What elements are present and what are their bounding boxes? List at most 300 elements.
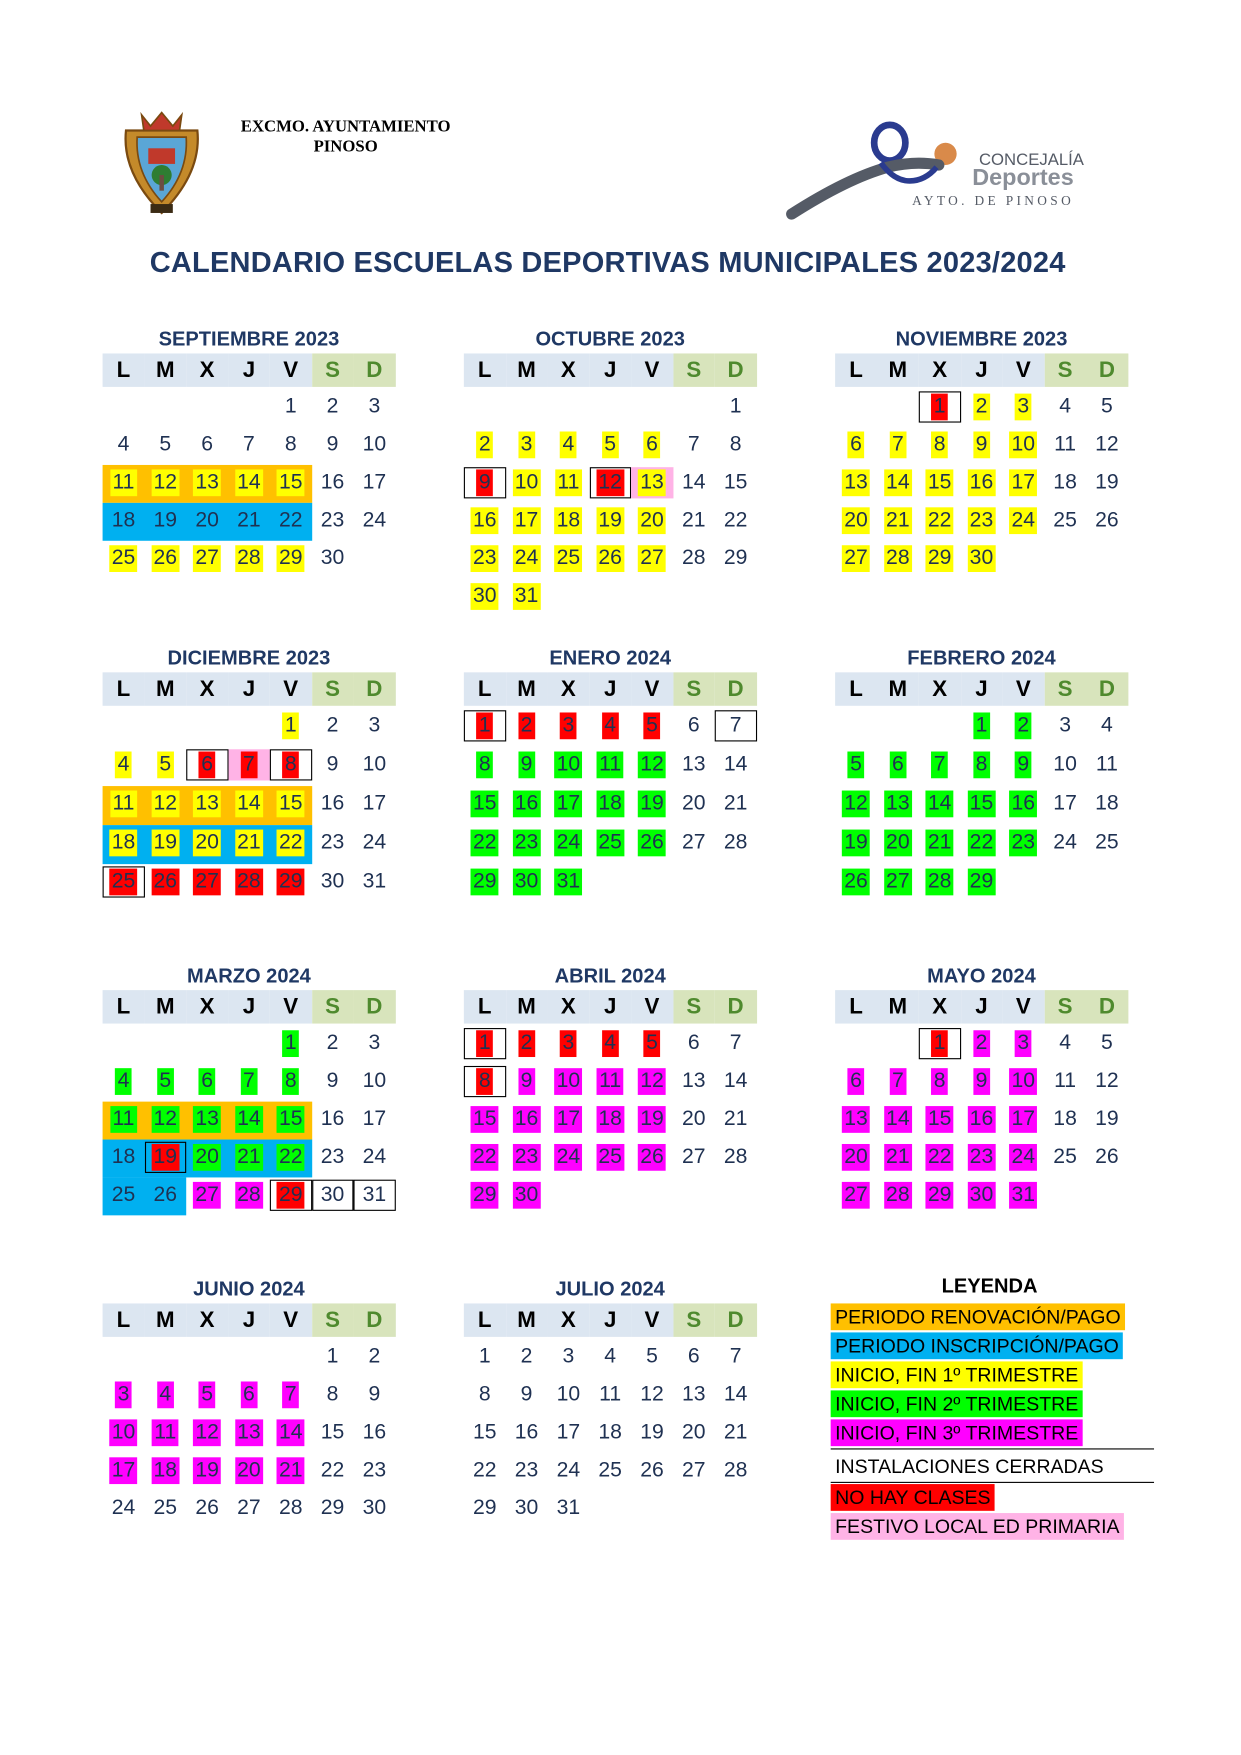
weekday-header: S xyxy=(312,672,354,705)
day-cell: 17 xyxy=(1002,467,1044,498)
day-cell: 3 xyxy=(368,713,381,738)
weekday-header: D xyxy=(1086,353,1128,386)
day-cell: 30 xyxy=(961,543,1003,574)
day-cell: 1 xyxy=(326,1344,339,1369)
day-cell: 21 xyxy=(270,1455,312,1486)
day-cell: 19 xyxy=(631,788,673,819)
day-cell: 25 xyxy=(589,827,631,858)
day-cell: 31 xyxy=(547,866,589,897)
day-cell: 14 xyxy=(877,467,919,498)
day-cell: 2 xyxy=(961,391,1003,422)
day-cell: 6 xyxy=(687,713,700,738)
day-cell: 7 xyxy=(687,432,700,457)
day-cell: 4 xyxy=(1101,713,1113,738)
day-cell: 30 xyxy=(506,1180,548,1211)
day-cell: 27 xyxy=(682,1458,706,1482)
day-cell: 6 xyxy=(186,1066,228,1097)
day-cell: 28 xyxy=(682,546,706,570)
day-cell: 19 xyxy=(144,827,186,858)
day-cell: 18 xyxy=(103,827,145,858)
weekday-header: V xyxy=(1002,672,1044,705)
day-cell: 4 xyxy=(589,710,631,741)
day-cell: 28 xyxy=(723,830,748,855)
day-cell: 10 xyxy=(362,432,387,457)
weekday-header: V xyxy=(270,353,312,386)
day-cell: 22 xyxy=(961,827,1003,858)
day-cell: 31 xyxy=(556,1496,581,1520)
day-cell: 18 xyxy=(598,1420,622,1444)
day-cell: 26 xyxy=(1095,508,1119,532)
day-cell: 10 xyxy=(556,1382,581,1407)
day-cell: 2 xyxy=(464,429,506,460)
day-cell: 7 xyxy=(877,1066,919,1097)
organization-line-1: EXCMO. AYUNTAMIENTO xyxy=(240,118,451,137)
weekday-header: V xyxy=(1002,353,1044,386)
day-cell: 23 xyxy=(961,1142,1003,1173)
day-cell: 21 xyxy=(877,1142,919,1173)
day-cell: 4 xyxy=(103,749,145,780)
day-cell: 30 xyxy=(312,1180,354,1211)
day-cell: 7 xyxy=(228,1066,270,1097)
weekday-header: D xyxy=(1086,990,1128,1023)
day-cell: 28 xyxy=(723,1145,748,1169)
day-cell: 26 xyxy=(640,1458,664,1482)
day-cell: 9 xyxy=(326,752,339,777)
day-cell: 6 xyxy=(631,429,673,460)
day-cell: 13 xyxy=(186,788,228,819)
weekday-header: X xyxy=(186,1303,228,1336)
day-cell: 5 xyxy=(144,1066,186,1097)
day-cell: 26 xyxy=(1095,1145,1119,1169)
day-cell: 19 xyxy=(1095,1107,1119,1131)
day-cell: 26 xyxy=(144,866,186,897)
day-cell: 10 xyxy=(1053,752,1077,777)
day-cell: 22 xyxy=(723,508,748,532)
weekday-header: S xyxy=(312,1303,354,1336)
weekday-header: S xyxy=(1044,672,1086,705)
day-cell: 13 xyxy=(682,1382,706,1407)
day-cell: 17 xyxy=(547,1104,589,1135)
day-cell: 11 xyxy=(547,467,589,498)
day-cell: 28 xyxy=(228,866,270,897)
day-cell: 2 xyxy=(326,713,339,738)
day-cell: 26 xyxy=(589,543,631,574)
weekday-header: V xyxy=(631,1303,673,1336)
weekday-header: X xyxy=(919,990,961,1023)
day-cell: 19 xyxy=(589,505,631,536)
day-cell: 22 xyxy=(472,1458,497,1482)
day-cell: 8 xyxy=(919,1066,961,1097)
day-cell: 27 xyxy=(186,543,228,574)
day-cell: 6 xyxy=(877,749,919,780)
day-cell: 30 xyxy=(320,546,345,570)
day-cell: 10 xyxy=(362,752,387,777)
day-cell: 9 xyxy=(961,1066,1003,1097)
page-title: CALENDARIO ESCUELAS DEPORTIVAS MUNICIPALES 2023/2024 xyxy=(149,245,1066,279)
day-cell: 25 xyxy=(1095,830,1119,855)
day-cell: 11 xyxy=(1095,752,1118,777)
day-cell: 15 xyxy=(270,1104,312,1135)
day-cell: 27 xyxy=(237,1496,261,1520)
day-cell: 31 xyxy=(362,869,387,894)
legend-divider xyxy=(831,1482,1154,1483)
weekday-header: L xyxy=(464,1303,506,1336)
day-cell: 13 xyxy=(228,1417,270,1448)
day-cell: 5 xyxy=(1101,1031,1113,1055)
weekday-header: X xyxy=(186,990,228,1023)
day-cell: 6 xyxy=(835,1066,877,1097)
day-cell: 29 xyxy=(723,546,748,570)
weekday-header: S xyxy=(673,353,715,386)
day-cell: 22 xyxy=(464,827,506,858)
weekday-header: D xyxy=(715,1303,757,1336)
month-9 xyxy=(835,964,1128,1253)
day-cell: 21 xyxy=(237,508,261,532)
day-cell: 29 xyxy=(919,543,961,574)
day-cell: 24 xyxy=(111,1496,136,1520)
day-cell: 4 xyxy=(1059,1031,1071,1055)
weekday-header: S xyxy=(1044,353,1086,386)
day-cell: 4 xyxy=(547,429,589,460)
day-cell: 18 xyxy=(144,1455,186,1486)
month-name: ABRIL 2024 xyxy=(554,964,666,987)
day-cell: 30 xyxy=(506,866,548,897)
day-cell: 28 xyxy=(228,543,270,574)
month-name: MARZO 2024 xyxy=(187,964,311,987)
weekday-header: M xyxy=(144,353,186,386)
day-cell: 3 xyxy=(103,1379,145,1410)
day-cell: 23 xyxy=(1002,827,1044,858)
day-cell: 27 xyxy=(835,543,877,574)
day-cell: 3 xyxy=(1059,713,1071,738)
day-cell: 26 xyxy=(195,1496,219,1520)
day-cell: 8 xyxy=(270,749,312,780)
day-cell: 8 xyxy=(270,1066,312,1097)
weekday-header: X xyxy=(547,353,589,386)
day-cell: 25 xyxy=(598,1458,622,1482)
day-cell: 1 xyxy=(961,710,1003,741)
day-cell: 23 xyxy=(514,1458,539,1482)
day-cell: 25 xyxy=(111,1183,136,1207)
day-cell: 19 xyxy=(631,1104,673,1135)
day-cell: 28 xyxy=(877,1180,919,1211)
day-cell: 11 xyxy=(144,1417,186,1448)
weekday-header: S xyxy=(312,353,354,386)
day-cell: 15 xyxy=(464,788,506,819)
day-cell: 12 xyxy=(640,1382,664,1407)
day-cell: 17 xyxy=(547,788,589,819)
day-cell: 13 xyxy=(877,788,919,819)
month-11 xyxy=(464,1278,757,1567)
day-cell: 7 xyxy=(270,1379,312,1410)
month-name: SEPTIEMBRE 2023 xyxy=(158,327,340,351)
weekday-header: D xyxy=(715,353,757,386)
legend-item: FESTIVO LOCAL ED PRIMARIA xyxy=(831,1513,1124,1540)
legend-title: LEYENDA xyxy=(941,1274,1038,1297)
weekday-header: J xyxy=(589,353,631,386)
day-cell: 12 xyxy=(1095,1069,1119,1093)
day-cell: 15 xyxy=(464,1104,506,1135)
day-cell: 3 xyxy=(368,394,381,419)
logo-line-1: CONCEJALÍA xyxy=(978,150,1084,170)
day-cell: 1 xyxy=(270,1028,312,1059)
day-cell: 29 xyxy=(270,543,312,574)
day-cell: 1 xyxy=(729,394,742,419)
day-cell: 29 xyxy=(464,1180,506,1211)
day-cell: 15 xyxy=(270,467,312,498)
day-cell: 15 xyxy=(919,1104,961,1135)
day-cell: 18 xyxy=(589,788,631,819)
day-cell: 9 xyxy=(961,429,1003,460)
sports-department-logo xyxy=(781,112,1116,224)
day-cell: 29 xyxy=(270,866,312,897)
weekday-header: D xyxy=(353,353,395,386)
month-8 xyxy=(464,964,757,1253)
day-cell: 1 xyxy=(270,710,312,741)
month-2 xyxy=(464,328,757,617)
day-cell: 30 xyxy=(362,1496,387,1520)
day-cell: 11 xyxy=(103,467,145,498)
day-cell: 10 xyxy=(1002,429,1044,460)
day-cell: 25 xyxy=(547,543,589,574)
day-cell: 5 xyxy=(589,429,631,460)
weekday-header: L xyxy=(103,990,145,1023)
day-cell: 25 xyxy=(103,543,145,574)
day-cell: 18 xyxy=(1053,1107,1077,1131)
day-cell: 5 xyxy=(144,749,186,780)
day-cell: 24 xyxy=(1002,505,1044,536)
logo-line-3: AYTO. DE PINOSO xyxy=(912,193,1075,209)
day-cell: 9 xyxy=(506,1066,548,1097)
day-cell: 18 xyxy=(547,505,589,536)
day-cell: 16 xyxy=(961,1104,1003,1135)
day-cell: 12 xyxy=(144,1104,186,1135)
day-cell: 14 xyxy=(723,752,748,777)
day-cell: 31 xyxy=(1002,1180,1044,1211)
day-cell: 5 xyxy=(646,1344,658,1369)
day-cell: 3 xyxy=(368,1031,381,1055)
day-cell: 9 xyxy=(464,467,506,498)
day-cell: 10 xyxy=(362,1069,387,1093)
weekday-header: M xyxy=(506,672,548,705)
day-cell: 8 xyxy=(478,1382,491,1407)
day-cell: 16 xyxy=(1002,788,1044,819)
day-cell: 24 xyxy=(362,830,387,855)
month-3 xyxy=(835,328,1128,617)
weekday-header: X xyxy=(547,1303,589,1336)
weekday-header: L xyxy=(103,672,145,705)
day-cell: 23 xyxy=(320,508,345,532)
day-cell: 5 xyxy=(186,1379,228,1410)
day-cell: 7 xyxy=(729,1344,742,1369)
day-cell: 20 xyxy=(835,505,877,536)
day-cell: 6 xyxy=(687,1344,700,1369)
month-name: ENERO 2024 xyxy=(549,646,671,669)
day-cell: 16 xyxy=(961,467,1003,498)
day-cell: 10 xyxy=(103,1417,145,1448)
day-cell: 17 xyxy=(506,505,548,536)
day-cell: 28 xyxy=(723,1458,748,1482)
day-cell: 24 xyxy=(1053,830,1077,855)
day-cell: 30 xyxy=(320,869,345,894)
month-name: MAYO 2024 xyxy=(927,964,1036,987)
day-cell: 7 xyxy=(877,429,919,460)
day-cell: 12 xyxy=(144,788,186,819)
day-cell: 4 xyxy=(144,1379,186,1410)
day-cell: 7 xyxy=(715,710,757,741)
month-name: FEBRERO 2024 xyxy=(907,646,1056,669)
day-cell: 20 xyxy=(186,827,228,858)
weekday-header: X xyxy=(547,672,589,705)
day-cell: 26 xyxy=(144,543,186,574)
day-cell: 2 xyxy=(326,1031,339,1055)
weekday-header: X xyxy=(186,672,228,705)
day-cell: 11 xyxy=(589,1066,631,1097)
day-cell: 14 xyxy=(228,788,270,819)
day-cell: 27 xyxy=(186,866,228,897)
day-cell: 16 xyxy=(514,1420,539,1444)
day-cell: 17 xyxy=(103,1455,145,1486)
month-10 xyxy=(103,1278,396,1567)
day-cell: 2 xyxy=(961,1028,1003,1059)
day-cell: 24 xyxy=(362,508,387,532)
day-cell: 9 xyxy=(1002,749,1044,780)
day-cell: 18 xyxy=(1095,791,1119,816)
weekday-header: D xyxy=(715,672,757,705)
day-cell: 2 xyxy=(506,1028,548,1059)
day-cell: 12 xyxy=(589,467,631,498)
day-cell: 8 xyxy=(961,749,1003,780)
day-cell: 10 xyxy=(506,467,548,498)
day-cell: 3 xyxy=(1002,1028,1044,1059)
day-cell: 6 xyxy=(201,432,213,457)
weekday-header: J xyxy=(228,672,270,705)
day-cell: 24 xyxy=(362,1145,387,1169)
day-cell: 10 xyxy=(547,1066,589,1097)
day-cell: 9 xyxy=(520,1382,533,1407)
day-cell: 3 xyxy=(1002,391,1044,422)
day-cell: 27 xyxy=(186,1180,228,1211)
month-4 xyxy=(103,647,396,942)
day-cell: 22 xyxy=(919,1142,961,1173)
day-cell: 6 xyxy=(687,1031,700,1055)
day-cell: 9 xyxy=(506,749,548,780)
day-cell: 22 xyxy=(320,1458,345,1482)
day-cell: 26 xyxy=(153,1183,178,1207)
day-cell: 22 xyxy=(278,508,303,532)
day-cell: 7 xyxy=(243,432,255,457)
day-cell: 30 xyxy=(514,1496,539,1520)
day-cell: 5 xyxy=(835,749,877,780)
day-cell: 20 xyxy=(228,1455,270,1486)
day-cell: 7 xyxy=(228,749,270,780)
day-cell: 25 xyxy=(153,1496,178,1520)
day-cell: 3 xyxy=(547,710,589,741)
day-cell: 26 xyxy=(631,1142,673,1173)
day-cell: 21 xyxy=(723,791,748,816)
legend-item: INICIO, FIN 1º TRIMESTRE xyxy=(831,1361,1083,1388)
day-cell: 23 xyxy=(464,543,506,574)
day-cell: 16 xyxy=(506,1104,548,1135)
day-cell: 11 xyxy=(103,1104,145,1135)
weekday-header: S xyxy=(312,990,354,1023)
day-cell: 29 xyxy=(320,1496,345,1520)
day-cell: 23 xyxy=(506,827,548,858)
day-cell: 22 xyxy=(270,827,312,858)
day-cell: 12 xyxy=(631,1066,673,1097)
day-cell: 18 xyxy=(1053,470,1077,494)
day-cell: 5 xyxy=(631,1028,673,1059)
day-cell: 18 xyxy=(589,1104,631,1135)
day-cell: 12 xyxy=(144,467,186,498)
weekday-header: J xyxy=(961,353,1003,386)
day-cell: 22 xyxy=(464,1142,506,1173)
day-cell: 21 xyxy=(877,505,919,536)
day-cell: 4 xyxy=(1059,394,1071,419)
weekday-header: M xyxy=(877,353,919,386)
day-cell: 12 xyxy=(631,749,673,780)
day-cell: 6 xyxy=(186,749,228,780)
day-cell: 27 xyxy=(682,1145,706,1169)
legend-item: PERIODO INSCRIPCIÓN/PAGO xyxy=(831,1332,1124,1359)
day-cell: 13 xyxy=(631,467,673,498)
day-cell: 19 xyxy=(640,1420,664,1444)
day-cell: 29 xyxy=(464,866,506,897)
day-cell: 16 xyxy=(506,788,548,819)
day-cell: 16 xyxy=(320,1107,345,1131)
weekday-header: D xyxy=(715,990,757,1023)
day-cell: 15 xyxy=(320,1420,345,1444)
day-cell: 12 xyxy=(1095,432,1119,457)
day-cell: 28 xyxy=(919,866,961,897)
day-cell: 20 xyxy=(682,1107,706,1131)
day-cell: 13 xyxy=(835,467,877,498)
day-cell: 7 xyxy=(729,1031,742,1055)
day-cell: 24 xyxy=(547,827,589,858)
weekday-header: L xyxy=(835,353,877,386)
day-cell: 22 xyxy=(270,1142,312,1173)
day-cell: 16 xyxy=(362,1420,387,1444)
day-cell: 1 xyxy=(464,1028,506,1059)
day-cell: 3 xyxy=(547,1028,589,1059)
day-cell: 4 xyxy=(117,432,130,457)
day-cell: 7 xyxy=(919,749,961,780)
day-cell: 3 xyxy=(562,1344,575,1369)
day-cell: 21 xyxy=(919,827,961,858)
day-cell: 10 xyxy=(547,749,589,780)
day-cell: 18 xyxy=(111,508,136,532)
weekday-header: M xyxy=(877,990,919,1023)
day-cell: 27 xyxy=(631,543,673,574)
day-cell: 21 xyxy=(228,1142,270,1173)
day-cell: 29 xyxy=(961,866,1003,897)
weekday-header: J xyxy=(589,1303,631,1336)
day-cell: 15 xyxy=(270,788,312,819)
weekday-header: D xyxy=(1086,672,1128,705)
weekday-header: V xyxy=(631,353,673,386)
day-cell: 27 xyxy=(835,1180,877,1211)
day-cell: 14 xyxy=(682,470,706,494)
day-cell: 11 xyxy=(599,1382,622,1407)
day-cell: 2 xyxy=(506,710,548,741)
day-cell: 26 xyxy=(835,866,877,897)
day-cell: 30 xyxy=(464,581,506,612)
day-cell: 19 xyxy=(186,1455,228,1486)
weekday-header: L xyxy=(103,1303,145,1336)
month-name: JULIO 2024 xyxy=(555,1277,665,1301)
day-cell: 8 xyxy=(919,429,961,460)
day-cell: 20 xyxy=(682,1420,706,1444)
